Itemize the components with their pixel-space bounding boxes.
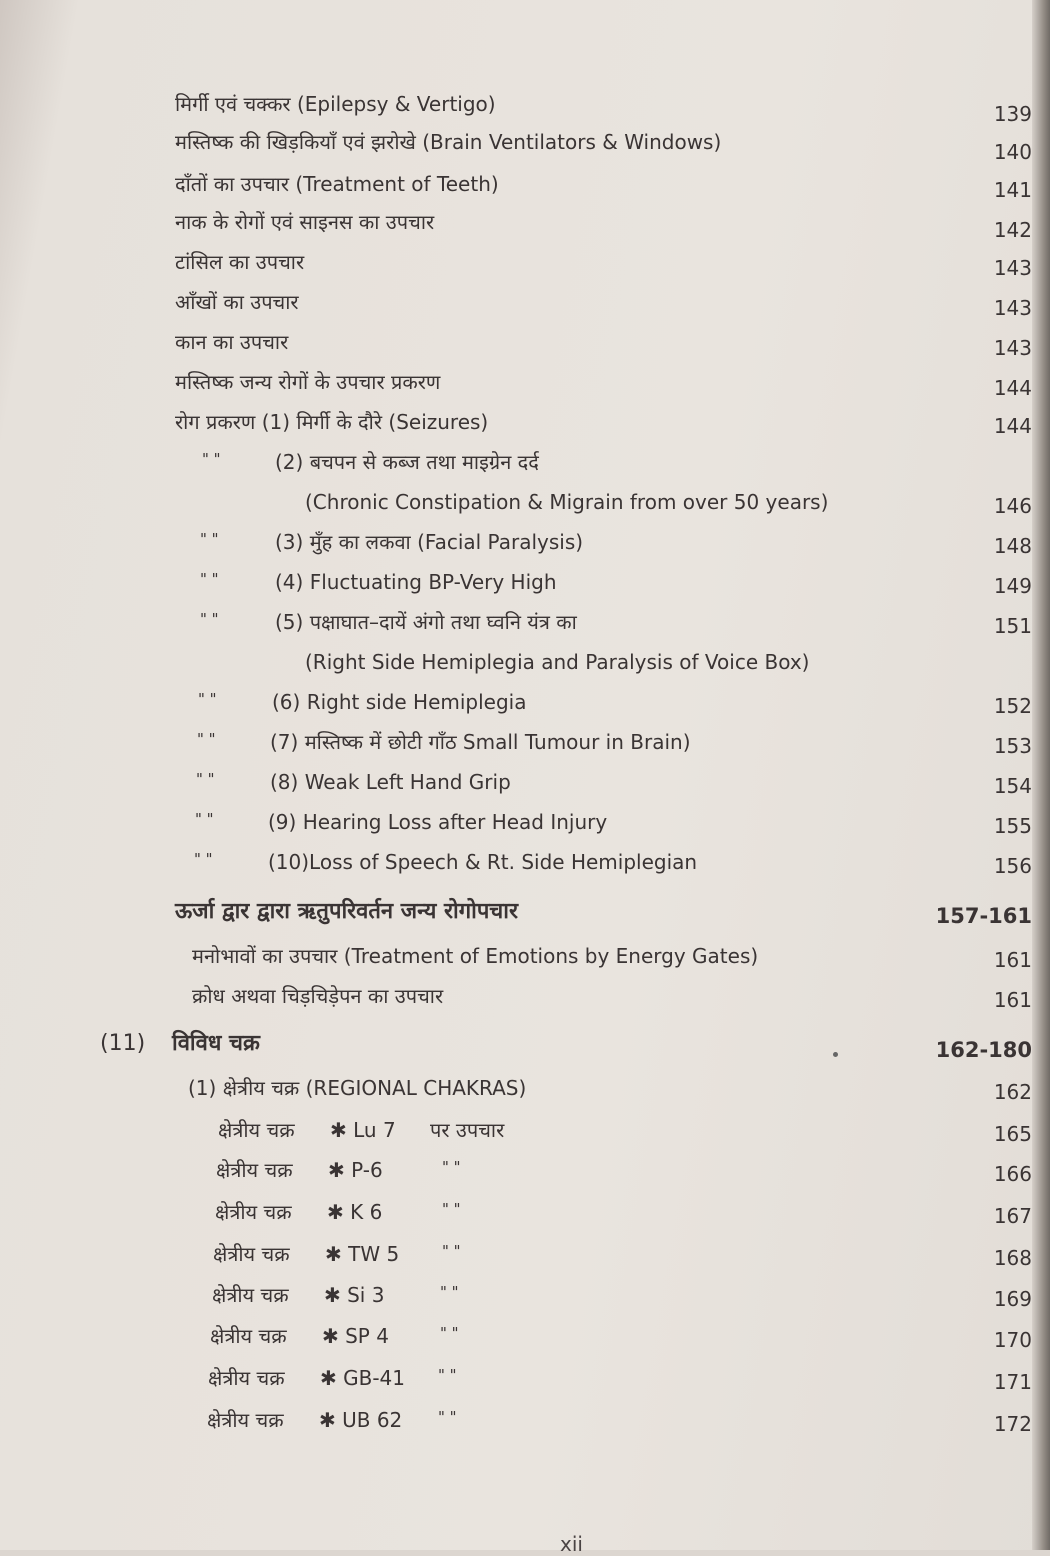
- ditto-mark: " ": [200, 610, 219, 628]
- toc-entry-page: 144: [993, 414, 1032, 438]
- case-entry-text: (4) Fluctuating BP-Very High: [275, 570, 557, 594]
- toc-entry[interactable]: [0, 368, 1050, 404]
- entry-page: 165: [993, 1122, 1032, 1146]
- case-entry[interactable]: [0, 728, 1050, 764]
- case-entry[interactable]: [0, 688, 1050, 724]
- case-entry-text: (6) Right side Hemiplegia: [272, 690, 527, 714]
- section-chakras[interactable]: [0, 1030, 1050, 1066]
- case-entry[interactable]: [0, 768, 1050, 804]
- regional-chakra-entry[interactable]: [0, 1198, 1050, 1234]
- toc-entry-page: 144: [993, 376, 1032, 400]
- case-entry-page: 156: [993, 854, 1032, 878]
- case-entry-page: 155: [993, 814, 1032, 838]
- regional-chakra-entry[interactable]: [0, 1364, 1050, 1400]
- toc-entry-page: 139: [993, 102, 1032, 126]
- toc-entry[interactable]: [0, 982, 1050, 1018]
- ditto-mark: " ": [438, 1408, 457, 1426]
- entry-suffix: पर उपचार: [430, 1118, 505, 1142]
- toc-entry-page: 140: [993, 140, 1032, 164]
- toc-entry[interactable]: [0, 128, 1050, 164]
- case-entry[interactable]: [0, 448, 1050, 484]
- ditto-mark: " ": [440, 1283, 459, 1301]
- toc-entry-text: मनोभावों का उपचार (Treatment of Emotions by Energy Gates): [192, 944, 759, 968]
- toc-entry[interactable]: [0, 248, 1050, 284]
- case-entry-text: (8) Weak Left Hand Grip: [270, 770, 511, 794]
- toc-entry[interactable]: [0, 208, 1050, 244]
- ditto-mark: " ": [202, 450, 221, 468]
- entry-label: क्षेत्रीय चक्र: [210, 1324, 287, 1348]
- ditto-mark: " ": [200, 530, 219, 548]
- entry-point: ✱ Lu 7: [330, 1118, 396, 1142]
- entry-page: 166: [993, 1162, 1032, 1186]
- toc-entry-text: (1) क्षेत्रीय चक्र (REGIONAL CHAKRAS): [188, 1076, 527, 1100]
- case-entry[interactable]: [0, 808, 1050, 844]
- section-pages: 157-161: [935, 904, 1032, 928]
- toc-entry[interactable]: [0, 408, 1050, 444]
- toc-entry-page: 142: [993, 218, 1032, 242]
- section-title: ऊर्जा द्वार द्वारा ऋतुपरिवर्तन जन्य रोगोपचार: [175, 899, 518, 924]
- regional-chakra-entry[interactable]: [0, 1281, 1050, 1317]
- case-entry-text: (Right Side Hemiplegia and Paralysis of Voice Box): [305, 650, 810, 674]
- ditto-mark: " ": [440, 1324, 459, 1342]
- entry-label: क्षेत्रीय चक्र: [215, 1200, 292, 1224]
- case-entry[interactable]: [0, 488, 1050, 524]
- entry-point: ✱ UB 62: [319, 1408, 403, 1432]
- entry-point: ✱ K 6: [327, 1200, 383, 1224]
- toc-entry-page: 143: [993, 296, 1032, 320]
- toc-entry-text: टांसिल का उपचार: [175, 250, 305, 274]
- toc-entry-text: नाक के रोगों एवं साइनस का उपचार: [175, 210, 435, 234]
- entry-page: 170: [993, 1328, 1032, 1352]
- toc-entry-page: 161: [993, 988, 1032, 1012]
- toc-entry-text: मस्तिष्क जन्य रोगों के उपचार प्रकरण: [175, 370, 441, 394]
- entry-page: 168: [993, 1246, 1032, 1270]
- entry-label: क्षेत्रीय चक्र: [208, 1366, 285, 1390]
- toc-entry-page: 141: [993, 178, 1032, 202]
- case-entry-text: (7) मस्तिष्क में छोटी गाँठ Small Tumour in Brain): [270, 730, 691, 754]
- entry-point: ✱ SP 4: [322, 1324, 389, 1348]
- section-number: (11): [100, 1031, 146, 1056]
- case-entry-text: (9) Hearing Loss after Head Injury: [268, 810, 608, 834]
- entry-page: 172: [993, 1412, 1032, 1436]
- toc-entry-page: 143: [993, 256, 1032, 280]
- toc-entry-text: दाँतों का उपचार (Treatment of Teeth): [175, 172, 499, 196]
- regional-chakra-entry[interactable]: [0, 1156, 1050, 1192]
- ditto-mark: " ": [438, 1366, 457, 1384]
- case-entry-page: 148: [993, 534, 1032, 558]
- ditto-mark: " ": [194, 850, 213, 868]
- toc-entry-text: क्रोध अथवा चिड़चिड़ेपन का उपचार: [192, 984, 444, 1008]
- case-entry-text: (2) बचपन से कब्ज तथा माइग्रेन दर्द: [275, 450, 539, 474]
- ditto-mark: " ": [200, 570, 219, 588]
- toc-entry[interactable]: [0, 288, 1050, 324]
- section-energy-gates[interactable]: [0, 898, 1050, 934]
- entry-label: क्षेत्रीय चक्र: [216, 1158, 293, 1182]
- ditto-mark: " ": [196, 770, 215, 788]
- case-entry[interactable]: [0, 648, 1050, 684]
- toc-entry[interactable]: [0, 942, 1050, 978]
- case-entry-text: (Chronic Constipation & Migrain from over 50 years): [305, 490, 829, 514]
- regional-chakra-entry[interactable]: [0, 1406, 1050, 1442]
- case-entry-page: 152: [993, 694, 1032, 718]
- entry-label: क्षेत्रीय चक्र: [212, 1283, 289, 1307]
- regional-chakra-entry[interactable]: [0, 1116, 1050, 1152]
- toc-entry[interactable]: [0, 170, 1050, 206]
- page-number-footer: xii: [560, 1532, 583, 1556]
- toc-entry[interactable]: [0, 90, 1050, 126]
- case-entry[interactable]: [0, 568, 1050, 604]
- entry-label: क्षेत्रीय चक्र: [213, 1242, 290, 1266]
- ditto-mark: " ": [442, 1242, 461, 1260]
- speck: [833, 1052, 838, 1057]
- entry-point: ✱ TW 5: [325, 1242, 400, 1266]
- case-entry-text: (3) मुँह का लकवा (Facial Paralysis): [275, 530, 584, 554]
- toc-entry-page: 162: [993, 1080, 1032, 1104]
- case-entry-page: 146: [993, 494, 1032, 518]
- case-entry[interactable]: [0, 848, 1050, 884]
- toc-entry-text: रोग प्रकरण (1) मिर्गी के दौरे (Seizures): [175, 410, 489, 434]
- section-title: विविध चक्र: [172, 1031, 260, 1056]
- ditto-mark: " ": [197, 730, 216, 748]
- toc-entry[interactable]: [0, 1074, 1050, 1110]
- case-entry-text: (5) पक्षाघात–दायें अंगो तथा घ्वनि यंत्र का: [275, 610, 577, 634]
- entry-point: ✱ P-6: [328, 1158, 383, 1182]
- ditto-mark: " ": [442, 1200, 461, 1218]
- section-pages: 162-180: [935, 1038, 1032, 1062]
- toc-entry-text: कान का उपचार: [175, 330, 289, 354]
- toc-entry-text: मस्तिष्क की खिड़कियाँ एवं झरोखे (Brain Ventilators & Windows): [175, 130, 722, 154]
- case-entry-page: 153: [993, 734, 1032, 758]
- toc-entry-text: आँखों का उपचार: [175, 290, 299, 314]
- case-entry-page: 151: [993, 614, 1032, 638]
- toc-entry-page: 161: [993, 948, 1032, 972]
- case-entry[interactable]: [0, 528, 1050, 564]
- regional-chakra-entry[interactable]: [0, 1240, 1050, 1276]
- entry-page: 167: [993, 1204, 1032, 1228]
- case-entry-text: (10)Loss of Speech & Rt. Side Hemiplegian: [268, 850, 698, 874]
- entry-page: 169: [993, 1287, 1032, 1311]
- entry-point: ✱ GB-41: [320, 1366, 405, 1390]
- toc-entry[interactable]: [0, 328, 1050, 364]
- toc-entry-text: मिर्गी एवं चक्कर (Epilepsy & Vertigo): [175, 92, 496, 116]
- regional-chakra-entry[interactable]: [0, 1322, 1050, 1358]
- entry-point: ✱ Si 3: [324, 1283, 385, 1307]
- toc-entry-page: 143: [993, 336, 1032, 360]
- ditto-mark: " ": [442, 1158, 461, 1176]
- entry-label: क्षेत्रीय चक्र: [207, 1408, 284, 1432]
- case-entry-page: 154: [993, 774, 1032, 798]
- ditto-mark: " ": [198, 690, 217, 708]
- case-entry[interactable]: [0, 608, 1050, 644]
- entry-page: 171: [993, 1370, 1032, 1394]
- ditto-mark: " ": [195, 810, 214, 828]
- entry-label: क्षेत्रीय चक्र: [218, 1118, 295, 1142]
- case-entry-page: 149: [993, 574, 1032, 598]
